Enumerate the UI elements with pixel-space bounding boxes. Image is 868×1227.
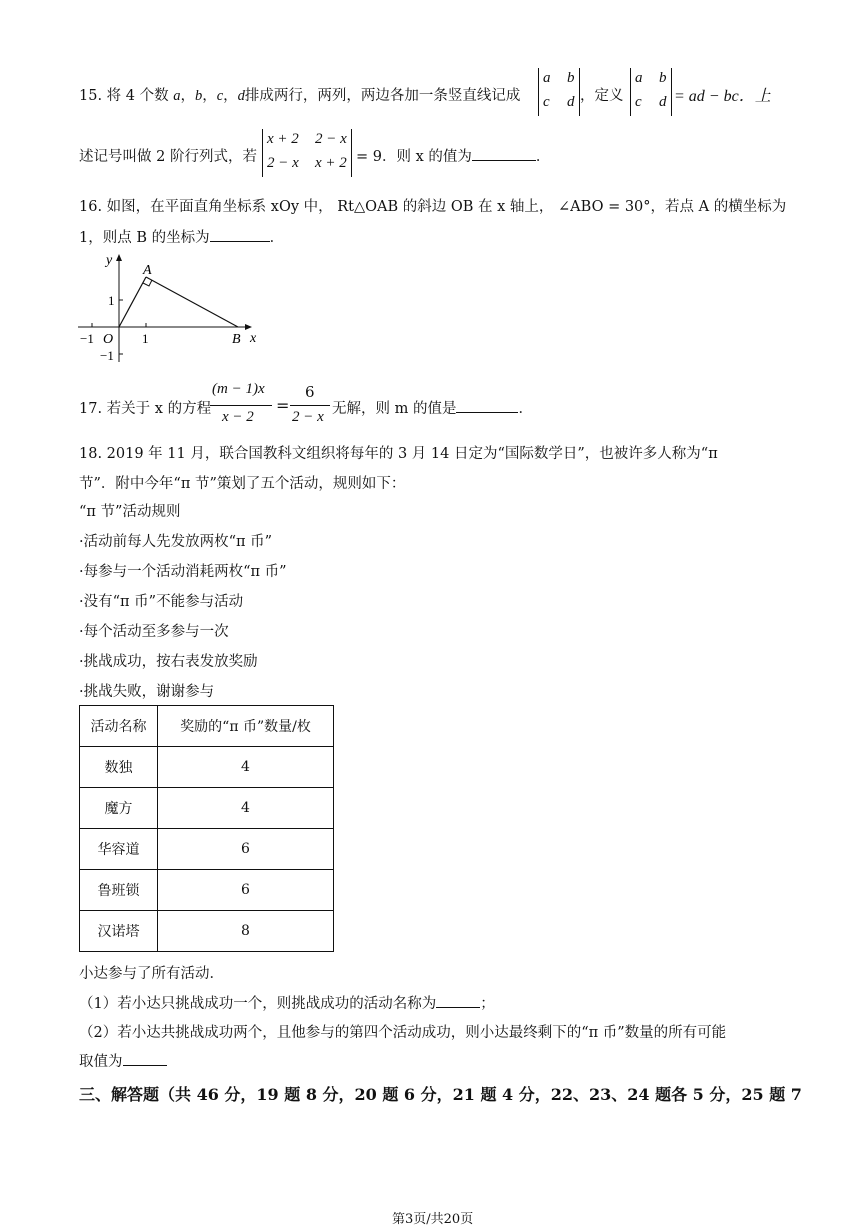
det2-c: c (635, 94, 642, 110)
det3-r1c1: x + 2 (267, 131, 299, 147)
segment-AB (146, 277, 238, 327)
q16-period: ． (269, 230, 285, 246)
q16-answer-blank (210, 227, 270, 242)
label-tick-m1y: −1 (100, 348, 114, 363)
det3-r2c2: x + 2 (315, 155, 347, 171)
q18-rule-5: ·挑战成功，按右表发放奖励 (79, 654, 258, 670)
q17-fraction-left (210, 380, 272, 430)
table-cell-activity: 魔方 (80, 788, 158, 829)
q17-fraction-bar-right (290, 405, 330, 406)
det2-b: b (659, 70, 667, 86)
q17-den-left: x − 2 (222, 409, 254, 425)
det3-r1c2: 2 − x (315, 131, 347, 147)
q17-num-right: 6 (305, 383, 315, 401)
q17-fraction-right (290, 380, 330, 430)
q15-definition: = ad − bc．上 (674, 88, 771, 105)
q15-line2: 述记号叫做 2 阶行列式，若 (79, 149, 257, 165)
table-header-reward: 奖励的“π 币”数量/枚 (158, 706, 334, 747)
q15-period: ． (535, 149, 551, 165)
q17-equals: = (276, 396, 290, 415)
q17-pre: 17. 若关于 x 的方程 (79, 401, 212, 417)
table-cell-reward: 6 (158, 870, 334, 911)
q15-determinant-3 (262, 129, 352, 177)
table-cell-activity: 华容道 (80, 829, 158, 870)
q17-den-right: 2 − x (292, 409, 324, 425)
det3-r2c1: 2 − x (267, 155, 299, 171)
y-axis-arrow (116, 254, 122, 261)
segment-OA (119, 277, 146, 327)
table-row (80, 747, 334, 788)
table-cell-activity: 汉诺塔 (80, 911, 158, 952)
table-cell-reward: 8 (158, 911, 334, 952)
det2-a: a (635, 70, 643, 86)
q17-num-left: (m − 1)x (212, 381, 265, 397)
table-cell-activity: 数独 (80, 747, 158, 788)
det1-d: d (567, 94, 575, 110)
label-tick-1x: 1 (142, 331, 149, 346)
det1-b: b (567, 70, 575, 86)
q16-line1: 16. 如图，在平面直角坐标系 xOy 中， Rt△OAB 的斜边 OB 在 x 轴上， ∠ABO = 30°，若点 A 的横坐标为 (79, 199, 787, 215)
reward-table (79, 705, 334, 952)
q18-rule-6: ·挑战失败，谢谢参与 (79, 684, 215, 700)
label-B: B (232, 332, 241, 347)
q18-rule-1: ·活动前每人先发放两枚“π 币” (79, 534, 273, 550)
q18-rule-3: ·没有“π 币”不能参与活动 (79, 594, 244, 610)
q15-answer-blank (472, 146, 536, 161)
label-tick-m1x: −1 (80, 331, 94, 346)
table-cell-reward: 6 (158, 829, 334, 870)
q18-sub1-end: ； (480, 996, 495, 1012)
q18-sub1: （1）若小达只挑战成功一个，则挑战成功的活动名称为 (79, 996, 437, 1012)
table-cell-activity: 鲁班锁 (80, 870, 158, 911)
table-header-activity: 活动名称 (80, 706, 158, 747)
table-cell-reward: 4 (158, 788, 334, 829)
label-O: O (103, 332, 114, 347)
q18-sub2-blank (123, 1051, 167, 1066)
label-tick-1y: 1 (108, 293, 115, 308)
q15-text-1: 15. 将 4 个数 (79, 88, 169, 104)
var-a: a (173, 88, 181, 104)
q16-line2: 1，则点 B 的坐标为 (79, 230, 210, 246)
label-A: A (143, 263, 152, 278)
table-header-row (80, 706, 334, 747)
q15-text-2: 排成两行，两列，两边各加一条竖直线记成 (244, 88, 521, 104)
var-d: d (237, 88, 245, 104)
det1-c: c (543, 94, 550, 110)
det1-a: a (543, 70, 551, 86)
q18-sub1-blank (436, 993, 480, 1008)
q18-rule-2: ·每参与一个活动消耗两枚“π 币” (79, 564, 287, 580)
q17-period: ． (518, 401, 533, 417)
q17-fraction-bar-left (210, 405, 272, 406)
var-c: c (216, 88, 224, 104)
x-axis-arrow (245, 324, 252, 330)
section-heading: 三、解答题（共 46 分，19 题 8 分，20 题 6 分，21 题 4 分，22、23、24 题各 5 分，25 题 7 (79, 1085, 802, 1104)
coordinate-figure (70, 250, 270, 370)
table-row (80, 829, 334, 870)
table-row (80, 788, 334, 829)
q18-after-text: 小达参与了所有活动． (79, 966, 224, 982)
q18-line2: 节”．附中今年“π 节”策划了五个活动，规则如下： (79, 476, 406, 492)
q18-rules-title: “π 节”活动规则 (79, 504, 181, 520)
q18-sub2: （2）若小达共挑战成功两个，且他参与的第四个活动成功，则小达最终剩下的“π 币”数量的所有可能 (79, 1025, 727, 1041)
q15-eq9: = 9．则 x 的值为 (356, 149, 472, 165)
q17-post: 无解，则 m 的值是 (332, 401, 457, 417)
q15-determinant-2 (630, 68, 672, 116)
q18-rule-4: ·每个活动至多参与一次 (79, 624, 229, 640)
q18-line1: 18. 2019 年 11 月，联合国教科文组织将每年的 3 月 14 日定为“国际数学日”，也被许多人称为“π (79, 446, 718, 462)
var-b: b (194, 88, 203, 104)
q17-answer-blank (456, 398, 518, 413)
label-y: y (106, 253, 113, 268)
page-footer: 第3页/共20页 (392, 1212, 474, 1227)
q18-sub2b: 取值为 (79, 1054, 123, 1070)
table-cell-reward: 4 (158, 747, 334, 788)
table-row (80, 911, 334, 952)
q15-text-3: ，定义 (580, 88, 624, 104)
label-x: x (250, 331, 257, 346)
q15-determinant-1 (538, 68, 580, 116)
det2-d: d (659, 94, 667, 110)
table-row (80, 870, 334, 911)
